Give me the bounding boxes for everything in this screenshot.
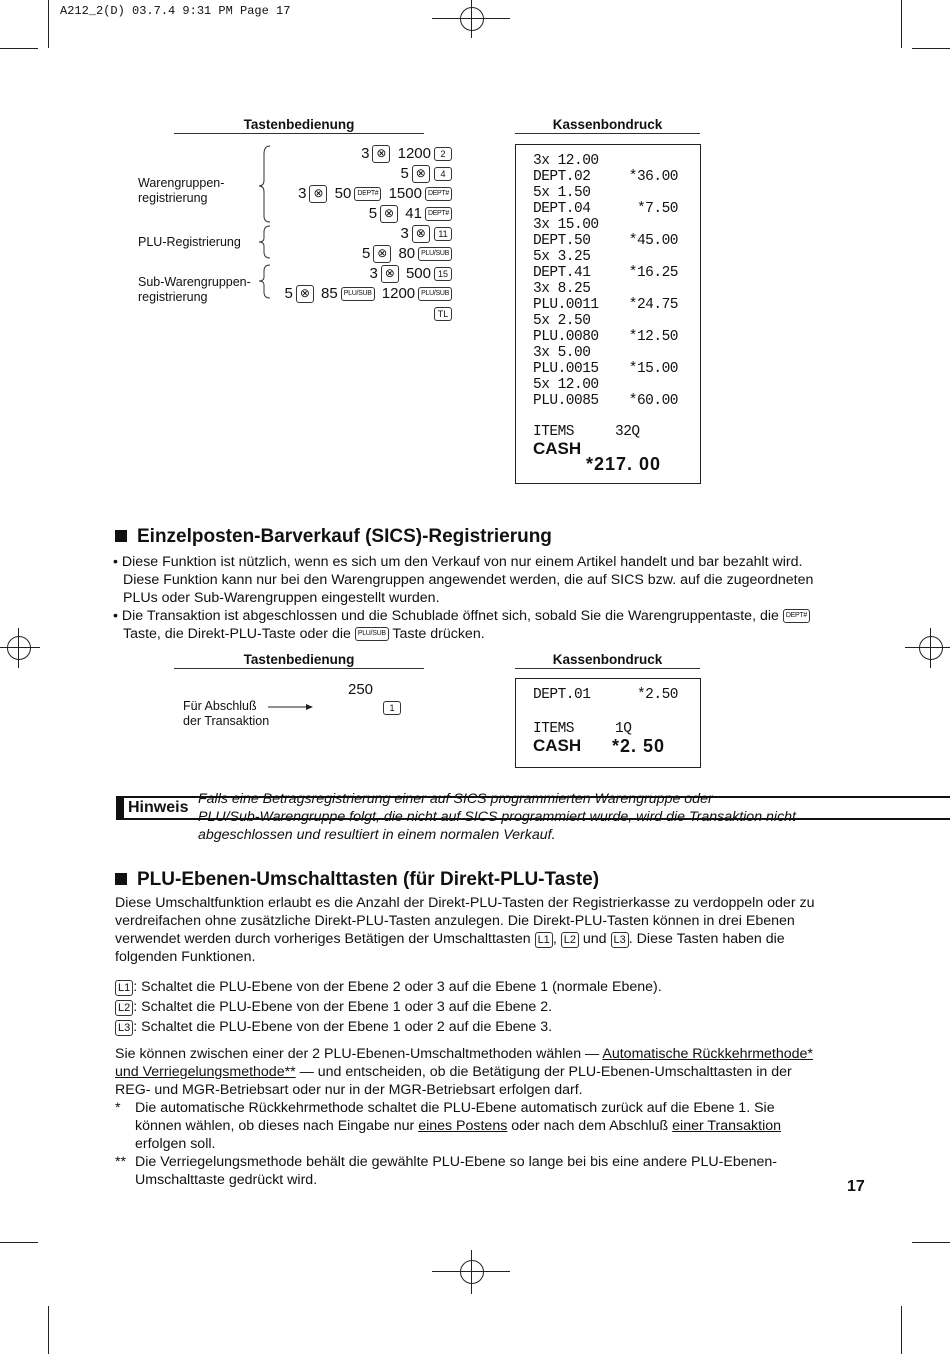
receipt-line (533, 361, 678, 377)
dept-hash-key: DEPT# (425, 187, 452, 201)
receipt-line-amount: *45.00 (628, 233, 678, 249)
receipt-line-amount: *36.00 (628, 169, 678, 185)
receipt-line-left: PLU.0015 (533, 361, 599, 377)
level-item-1: L1 : Schaltet die PLU-Ebene von der Ebene 2 oder 3 auf die Ebene 1 (normale Ebene). (115, 977, 855, 997)
receipt-line-amount: *60.00 (628, 393, 678, 409)
dept-key-4: 4 (434, 167, 452, 181)
square-bullet-icon (115, 873, 127, 885)
receipt-line (533, 217, 678, 233)
footnote-1: * Die automatische Rückkehrmethode schaltet die PLU-Ebene automatisch zurück auf die Ebene 1. Sie können wählen, ob dieses nach Eingabe nur eines Postens oder nach dem Abschluß einer Transaktion erfolgen soll. (115, 1100, 782, 1152)
receipt-line (533, 233, 678, 249)
receipt-line (533, 185, 678, 201)
receipt-total: *217. 00 (586, 454, 662, 474)
key-sequence (270, 144, 452, 324)
receipt-line (533, 377, 678, 393)
receipt-line (533, 153, 678, 169)
receipt-line-amount: *16.25 (628, 265, 678, 281)
key-row-9 (270, 304, 452, 324)
level-key-l3: L3 (115, 1020, 133, 1036)
multiply-key-icon: ⊗ (373, 245, 391, 263)
receipt-line (533, 169, 678, 185)
receipt-items: ITEMS 32Q (533, 424, 640, 440)
group-label-plu: PLU-Registrierung (138, 235, 241, 249)
receipt-line-left: 3x 8.25 (533, 281, 591, 297)
receipt-line (533, 297, 678, 313)
receipt-line (533, 345, 678, 361)
plu-sub-key: PLU/SUB (341, 287, 375, 301)
note-badge: Hinweis (116, 796, 950, 820)
receipt-sics-dept: DEPT.01 *2.50 (533, 687, 678, 703)
plu-key-15: 15 (434, 267, 452, 281)
plu-sub-key: PLU/SUB (418, 287, 452, 301)
receipt-line (533, 329, 678, 345)
receipt-line (533, 201, 678, 217)
square-bullet-icon (115, 530, 127, 542)
section-title-sics: Einzelposten-Barverkauf (SICS)-Registrierung (115, 526, 552, 548)
note-text: Falls eine Betragsregistrierung einer auf SICS programmierten Warengruppe oder PLU/Sub-Warengruppe folgt, die nicht auf SICS programmiert wurde, wird die Transaktion nicht abgeschlossen und resultiert in einem normalen Verkauf. (198, 791, 796, 843)
receipt-line-left: 3x 15.00 (533, 217, 599, 233)
amount-250: 250 (348, 681, 374, 698)
receipt-sics-cash: CASH (533, 736, 582, 755)
column-heading-receipt: Kassenbondruck (515, 117, 700, 134)
group-label-subdept: Sub-Warengruppen- registrierung (138, 275, 251, 304)
sics-bullets: • Diese Funktion ist nützlich, wenn es sich um den Verkauf von nur einem Artikel handelt und bar bezahlt wird. Diese Funktion kann nur bei den Warengruppen angewendet werden, die auf SICS bzw. auf die zugeordneten PLUs oder Sub-Warengruppen eingestellt wurden. • Die Transaktion ist abgeschlossen und die Schublade öffnet sich, sobald Sie die Warengruppentaste, die DEPT# Taste, die Direkt-PLU-Taste oder die PLU/SUB Taste drücken. (113, 554, 814, 642)
multiply-key-icon: ⊗ (412, 225, 430, 243)
receipt-line-amount: *7.50 (636, 201, 678, 217)
dept-key-2: 2 (434, 147, 452, 161)
receipt-line-left: 5x 1.50 (533, 185, 591, 201)
multiply-key-icon: ⊗ (296, 285, 314, 303)
section-title-plu: PLU-Ebenen-Umschalttasten (für Direkt-PLU-Taste) (115, 869, 599, 891)
dept-hash-key: DEPT# (783, 609, 810, 623)
level-item-3: L3 : Schaltet die PLU-Ebene von der Ebene 1 oder 2 auf die Ebene 3. (115, 1017, 855, 1037)
arrow-right-icon (268, 703, 314, 711)
receipt-line-left: 3x 12.00 (533, 153, 599, 169)
dept-hash-key: DEPT# (354, 187, 381, 201)
receipt-line-left: DEPT.02 (533, 169, 591, 185)
level-key-l2: L2 (115, 1000, 133, 1016)
key-row-7: 3 ⊗ 500 15 (270, 264, 452, 284)
receipt-sics (515, 678, 701, 768)
receipt-cash: CASH (533, 439, 582, 458)
dept-key-1: 1 (383, 701, 401, 715)
receipt-line-left: DEPT.50 (533, 233, 591, 249)
print-header: A212_2(D) 03.7.4 9:31 PM Page 17 (60, 4, 291, 18)
receipt-line (533, 313, 678, 329)
level-key-l1: L1 (115, 980, 133, 996)
key-row-2: 5 ⊗ 4 (270, 164, 452, 184)
receipt-lines (533, 153, 678, 409)
plu-intro: Diese Umschaltfunktion erlaubt es die Anzahl der Direkt-PLU-Tasten der Registrierkasse zu verdoppeln oder zu verdreifachen ohne zusätzliche Direkt-PLU-Tasten anzulegen. Die Direkt-PLU-Tasten können in drei Ebenen verwendet werden durch vorheriges Betätigen der Umschalttasten L1 , L2 und L3 . Diese Tasten haben die folgenden Funktionen. (115, 895, 815, 965)
receipt-top (515, 144, 701, 484)
receipt-line-left: 5x 2.50 (533, 313, 591, 329)
key-row-1: 3 ⊗ 1200 2 (270, 144, 452, 164)
receipt-line-left: PLU.0080 (533, 329, 599, 345)
receipt-sics-cash-amount: *2. 50 (612, 736, 666, 756)
receipt-line (533, 249, 678, 265)
column-heading-keys: Tastenbedienung (174, 117, 424, 134)
level-key-l1: L1 (535, 932, 553, 948)
key-row-4: 5 ⊗ 41 DEPT# (270, 204, 452, 224)
level-item-2: L2 : Schaltet die PLU-Ebene von der Ebene 1 oder 3 auf die Ebene 2. (115, 997, 855, 1017)
column-heading-keys-2: Tastenbedienung (174, 652, 424, 669)
receipt-line-left: 5x 3.25 (533, 249, 591, 265)
multiply-key-icon: ⊗ (412, 165, 430, 183)
close-transaction-label: Für Abschluß der Transaktion (183, 699, 270, 728)
multiply-key-icon: ⊗ (380, 205, 398, 223)
receipt-line-left: PLU.0011 (533, 297, 599, 313)
plu-sub-key: PLU/SUB (418, 247, 452, 261)
level-key-l3: L3 (611, 932, 629, 948)
key-row-5: 3 ⊗ 11 (270, 224, 452, 244)
receipt-line-left: 3x 5.00 (533, 345, 591, 361)
group-label-dept: Warengruppen- registrierung (138, 176, 225, 205)
plu-methods: Sie können zwischen einer der 2 PLU-Ebenen-Umschaltmethoden wählen — Automatische Rückkehrmethode* und Verriegelungsmethode** — und entscheiden, ob die Betätigung der PLU-Ebenen-Umschalttasten in der REG- und MGR-Betriebsart oder nur in der MGR-Betriebsart erfolgen darf. * Die automatische Rückkehrmethode schaltet die PLU-Ebene automatisch zurück auf die Ebene 1. Sie können wählen, ob dieses nach Eingabe nur eines Postens oder nach dem Abschluß einer Transaktion erfolgen soll. ** Die Verriegelungsmethode behält die gewählte PLU-Ebene so lange bei bis eine andere PLU-Ebenen- Umschalttaste gedrückt wird. (115, 1045, 855, 1189)
receipt-line (533, 265, 678, 281)
dept-hash-key: DEPT# (425, 207, 452, 221)
receipt-line-left: 5x 12.00 (533, 377, 599, 393)
level-key-l2: L2 (561, 932, 579, 948)
receipt-sics-items: ITEMS 1Q (533, 721, 632, 737)
plu-key-11: 11 (434, 227, 452, 241)
receipt-line-left: DEPT.41 (533, 265, 591, 281)
key-row-3: 3 ⊗ 50 DEPT# 1500 DEPT# (270, 184, 452, 204)
receipt-line-amount: *12.50 (628, 329, 678, 345)
multiply-key-icon: ⊗ (309, 185, 327, 203)
multiply-key-icon: ⊗ (372, 145, 390, 163)
column-heading-receipt-2: Kassenbondruck (515, 652, 700, 669)
multiply-key-icon: ⊗ (381, 265, 399, 283)
footnote-2: ** Die Verriegelungsmethode behält die gewählte PLU-Ebene so lange bei bis eine andere PLU-Ebenen- Umschalttaste gedrückt wird. (115, 1154, 778, 1188)
plu-sub-key: PLU/SUB (355, 627, 389, 641)
page-number: 17 (847, 1178, 865, 1195)
receipt-line (533, 393, 678, 409)
key-row-8: 5 ⊗ 85 PLU/SUB 1200 PLU/SUB (270, 284, 452, 304)
key-row-6: 5 ⊗ 80 PLU/SUB (270, 244, 452, 264)
receipt-line-left: DEPT.04 (533, 201, 591, 217)
total-key: TL (434, 307, 452, 321)
level-key-list (115, 977, 855, 1037)
receipt-line-amount: *15.00 (628, 361, 678, 377)
receipt-line-amount: *24.75 (628, 297, 678, 313)
receipt-line-left: PLU.0085 (533, 393, 599, 409)
dept-key-1-wrap (383, 699, 401, 717)
receipt-line (533, 281, 678, 297)
